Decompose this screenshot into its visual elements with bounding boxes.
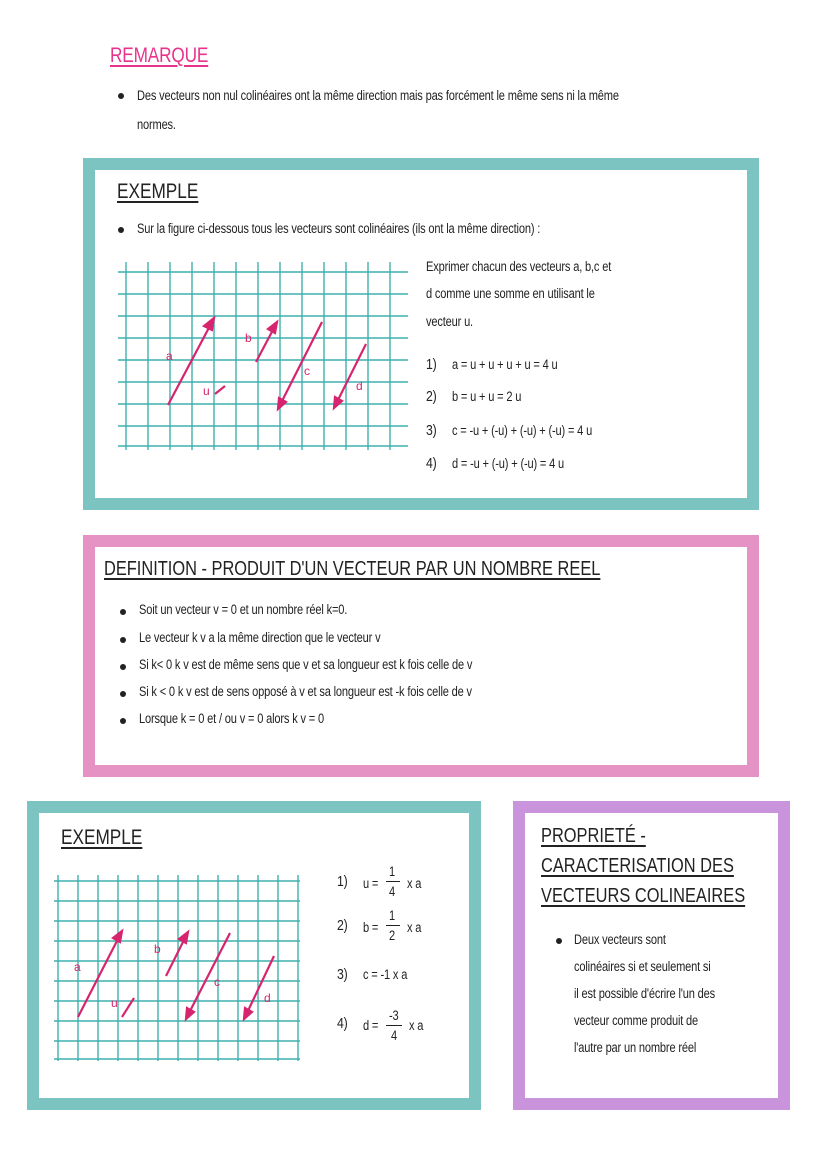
ex2-lhs-2: b =: [363, 920, 379, 935]
answer-num-3: 3): [426, 422, 437, 439]
propriete-title-3: VECTEURS COLINEAIRES: [541, 885, 746, 907]
propriete-line-5: l'autre par un nombre réel: [574, 1040, 697, 1055]
ex2-frac-num-1: 1: [389, 864, 395, 879]
bullet: [118, 227, 124, 233]
vector-c: [280, 322, 322, 405]
bullet: [556, 938, 562, 944]
example-1-title: EXEMPLE: [117, 180, 199, 203]
definition-item-3: Si k< 0 k v est de même sens que v et sa longueur est k fois celle de v: [139, 657, 473, 672]
label-c: c: [304, 364, 310, 378]
bullet: [120, 664, 126, 670]
label-a: a: [74, 960, 81, 974]
remarque-title: REMARQUE: [110, 44, 209, 67]
grid-lines: [54, 875, 300, 1061]
ex2-num-1: 1): [337, 873, 348, 890]
vector-c: [188, 933, 230, 1015]
ex2-rhs-1: x a: [407, 876, 422, 891]
ex2-rhs-2: x a: [407, 920, 422, 935]
example-1-bullet: Sur la figure ci-dessous tous les vecteurs sont colinéaires (ils ont la même direction) :: [137, 221, 541, 236]
vector-d: [246, 956, 274, 1015]
fraction-bar: [386, 925, 400, 926]
bullet: [120, 691, 126, 697]
propriete-title-2: CARACTERISATION DES: [541, 855, 734, 877]
example-1-intro-2: d comme une somme en utilisant le: [426, 286, 595, 301]
propriete-title-1: PROPRIETÉ -: [541, 825, 646, 847]
vector-d: [336, 344, 366, 404]
ex2-num-2: 2): [337, 917, 348, 934]
vector-grid-figure-2: [54, 875, 300, 1061]
grid-lines: [118, 262, 408, 450]
answer-4: d = -u + (-u) + (-u) = 4 u: [452, 456, 565, 471]
ex2-frac-num-2: 1: [389, 908, 395, 923]
label-u: u: [203, 384, 210, 398]
label-u: u: [111, 996, 118, 1010]
propriete-line-3: il est possible d'écrire l'un des: [574, 986, 715, 1001]
ex2-frac-den-4: 4: [391, 1028, 397, 1043]
definition-item-2: Le vecteur k v a la même direction que le vecteur v: [139, 630, 381, 645]
ex2-num-4: 4): [337, 1015, 348, 1032]
label-d: d: [356, 379, 363, 393]
ex2-num-3: 3): [337, 966, 348, 983]
fraction-bar: [386, 1025, 402, 1026]
bullet: [118, 93, 124, 99]
ex2-frac-den-1: 4: [389, 884, 395, 899]
ex2-frac-num-4: -3: [389, 1008, 399, 1023]
example-1-intro-1: Exprimer chacun des vecteurs a, b,c et: [426, 259, 612, 274]
label-c: c: [214, 975, 220, 989]
example-2-title: EXEMPLE: [61, 826, 143, 849]
label-d: d: [264, 991, 271, 1005]
bullet: [120, 718, 126, 724]
ex2-lhs-1: u =: [363, 876, 379, 891]
answer-2: b = u + u = 2 u: [452, 389, 522, 404]
answer-num-2: 2): [426, 388, 437, 405]
definition-item-1: Soit un vecteur v = 0 et un nombre réel k=0.: [139, 602, 348, 617]
label-b: b: [154, 942, 161, 956]
ex2-frac-den-2: 2: [389, 928, 395, 943]
remarque-line-2: normes.: [137, 117, 176, 132]
label-b: b: [245, 331, 252, 345]
ex2-lhs-3: c = -1 x a: [363, 967, 408, 982]
ex2-rhs-4: x a: [409, 1018, 424, 1033]
answer-num-4: 4): [426, 455, 437, 472]
answer-num-1: 1): [426, 356, 437, 373]
vector-d-arrowhead: [334, 397, 342, 408]
vector-b-arrowhead: [268, 322, 277, 333]
bullet: [120, 609, 126, 615]
definition-item-5: Lorsque k = 0 et / ou v = 0 alors k v = 0: [139, 711, 324, 726]
bullet: [120, 637, 126, 643]
remarque-line-1: Des vecteurs non nul colinéaires ont la même direction mais pas forcément le même sens ni la même: [137, 88, 619, 103]
vector-c-arrowhead: [186, 1008, 194, 1019]
definition-item-4: Si k < 0 k v est de sens opposé à v et sa longueur est -k fois celle de v: [139, 684, 472, 699]
label-a: a: [166, 349, 173, 363]
definition-title: DEFINITION - PRODUIT D'UN VECTEUR PAR UN NOMBRE REEL: [104, 558, 601, 580]
ex2-lhs-4: d =: [363, 1018, 379, 1033]
vector-u: [215, 386, 225, 394]
vector-c-arrowhead: [278, 398, 286, 409]
example-1-intro-3: vecteur u.: [426, 314, 473, 329]
vector-grid-figure-1: [118, 262, 408, 450]
propriete-line-4: vecteur comme produit de: [574, 1013, 699, 1028]
fraction-bar: [386, 881, 400, 882]
propriete-line-1: Deux vecteurs sont: [574, 932, 666, 947]
vector-d-arrowhead: [244, 1008, 252, 1019]
answer-3: c = -u + (-u) + (-u) + (-u) = 4 u: [452, 423, 593, 438]
vector-a-arrowhead: [204, 318, 214, 330]
propriete-line-2: colinéaires si et seulement si: [574, 959, 711, 974]
answer-1: a = u + u + u + u = 4 u: [452, 357, 558, 372]
